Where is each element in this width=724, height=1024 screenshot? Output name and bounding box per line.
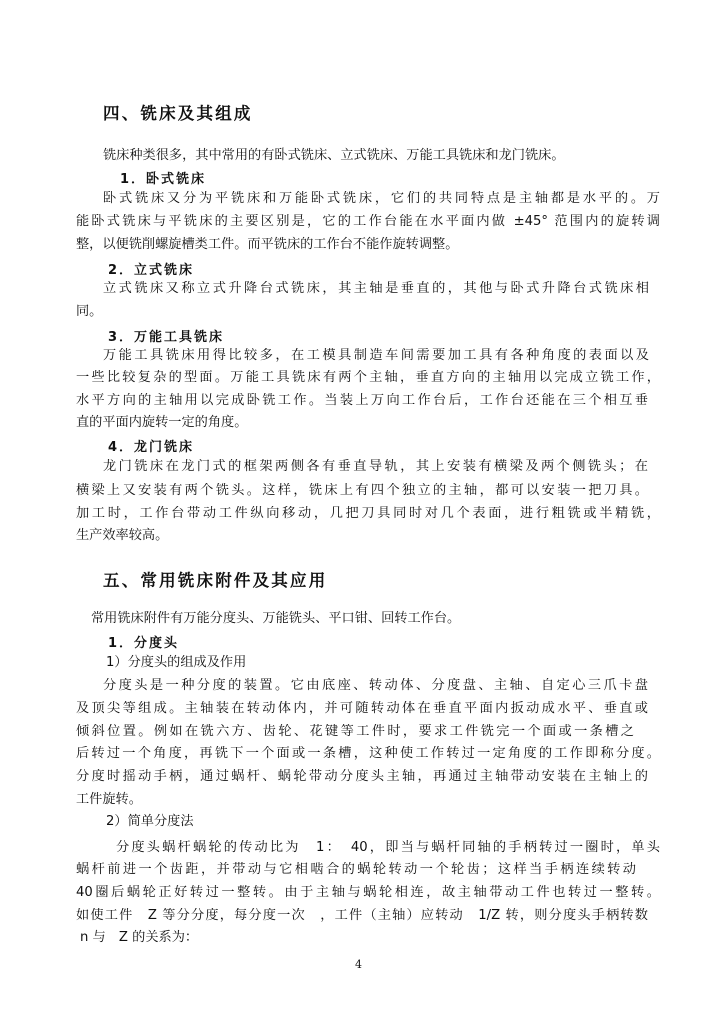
list-item-composition: 1）分度头的组成及作用 xyxy=(106,655,247,670)
paragraph-line: 分度时摇动手柄，通过蜗杆、蜗轮带动分度头主轴，再通过主轴带动安装在主轴上的 xyxy=(76,769,648,784)
paragraph-line: 万能工具铣床用得比较多，在工模具制造车间需要加工具有各种角度的表面以及 xyxy=(103,348,649,363)
paragraph-line: 整，以便铣削螺旋槽类工件。而平铣床的工作台不能作旋转调整。 xyxy=(76,237,459,252)
paragraph-line: 加工时，工作台带动工件纵向移动，几把刀具同时对几个表面，进行粗铣或半精铣， xyxy=(76,506,660,521)
paragraph-line: 分度头是一种分度的装置。它由底座、转动体、分度盘、主轴、自定心三爪卡盘 xyxy=(103,678,648,693)
paragraph-line: 如使工件 Z 等分分度，每分度一次 ，工件（主轴）应转动 1/Z 转，则分度头手柄转数 xyxy=(76,908,648,923)
paragraph-line: 生产效率较高。 xyxy=(76,528,169,543)
paragraph-line: 能卧式铣床与平铣床的主要区别是，它的工作台能在水平面内做 ±45° 范围内的旋转调 xyxy=(76,214,660,229)
list-item-simple-indexing: 2）简单分度法 xyxy=(106,814,194,829)
paragraph-line: 后转过一个角度，再铣下一个面或一条槽，这种使工作转过一定角度的工作即称分度。 xyxy=(76,746,660,761)
paragraph-line: 工件旋转。 xyxy=(76,792,142,807)
paragraph-line: 分度头蜗杆蜗轮的传动比为 1： 40，即当与蜗杆同轴的手柄转过一圈时，单头 xyxy=(116,840,660,855)
section-4-heading: 四、铣床及其组成 xyxy=(103,104,253,123)
page-number: 4 xyxy=(355,958,362,971)
section-4-intro: 铣床种类很多，其中常用的有卧式铣床、立式铣床、万能工具铣床和龙门铣床。 xyxy=(103,148,565,163)
subsection-gantry-mill: 4．龙门铣床 xyxy=(108,440,195,455)
paragraph-line: 水平方向的主轴用以完成卧铣工作。当装上万向工作台后，工作台还能在三个相互垂 xyxy=(76,393,648,408)
paragraph-line: 横梁上又安装有两个铣头。这样，铣床上有四个独立的主轴，都可以安装一把刀具。 xyxy=(76,483,648,498)
paragraph-line: 龙门铣床在龙门式的框架两侧各有垂直导轨，其上安装有横梁及两个侧铣头；在 xyxy=(103,459,648,474)
paragraph-line: 及顶尖等组成。主轴装在转动体内，并可随转动体在垂直平面内扳动成水平、垂直或 xyxy=(76,701,648,716)
paragraph-line: 倾斜位置。例如在铣六方、齿轮、花键等工件时，要求工件铣完一个面或一条槽之 xyxy=(76,724,634,739)
subsection-horizontal-mill: 1．卧式铣床 xyxy=(120,172,207,187)
paragraph-line: 40圈后蜗轮正好转过一整转。由于主轴与蜗轮相连，故主轴带动工件也转过一整转。 xyxy=(76,885,660,900)
paragraph-line: n 与 Z 的关系为： xyxy=(80,930,199,945)
section-5-intro: 常用铣床附件有万能分度头、万能铣头、平口钳、回转工作台。 xyxy=(91,611,461,626)
paragraph-line: 蜗杆前进一个齿距，并带动与它相啮合的蜗轮转动一个轮齿；这样当手柄连续转动 xyxy=(76,862,636,877)
paragraph-line: 卧式铣床又分为平铣床和万能卧式铣床，它们的共同特点是主轴都是水平的。万 xyxy=(103,191,660,206)
paragraph-line: 同。 xyxy=(76,304,103,319)
paragraph-line: 直的平面内旋转一定的角度。 xyxy=(76,415,248,430)
paragraph-line: 立式铣床又称立式升降台式铣床，其主轴是垂直的，其他与卧式升降台式铣床相 xyxy=(103,281,649,296)
paragraph-line: 一些比较复杂的型面。万能工具铣床有两个主轴，垂直方向的主轴用以完成立铣工作， xyxy=(76,370,660,385)
subsection-dividing-head: 1．分度头 xyxy=(108,636,180,651)
subsection-universal-tool-mill: 3．万能工具铣床 xyxy=(108,330,225,345)
section-5-heading: 五、常用铣床附件及其应用 xyxy=(103,571,328,590)
subsection-vertical-mill: 2．立式铣床 xyxy=(108,263,195,278)
